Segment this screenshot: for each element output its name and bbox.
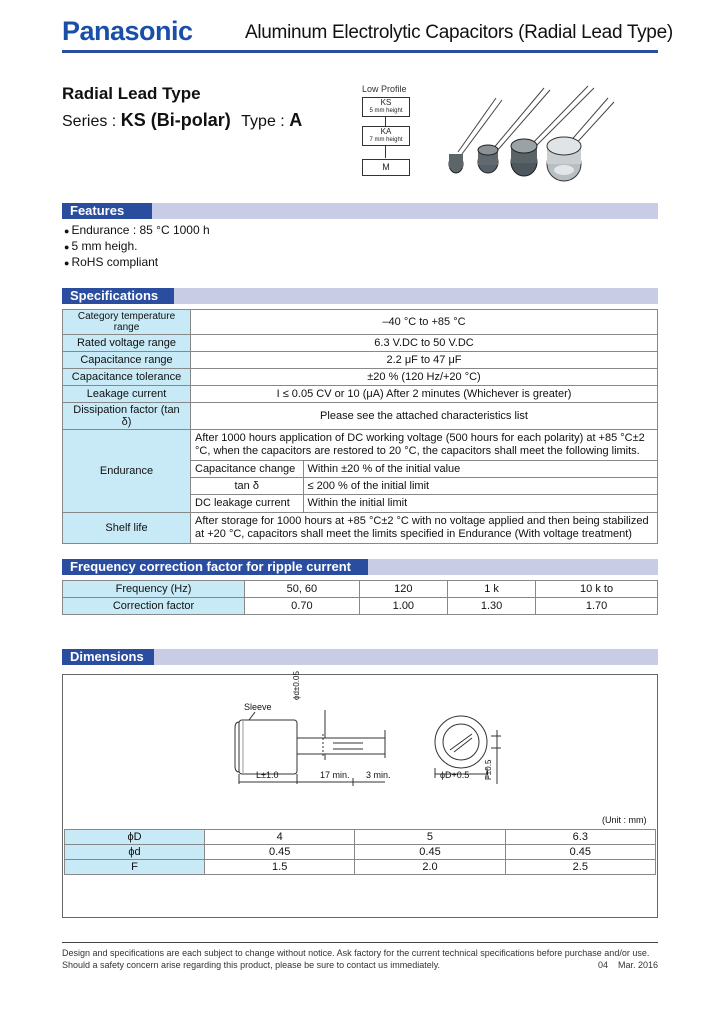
features-section-bar [62,203,658,219]
dimension-label: ϕD [65,830,205,845]
profile-box-ks [362,97,410,117]
sleeve-label: Sleeve [244,702,272,712]
spec-row [63,403,658,430]
dimension-value: 0.45 [505,845,655,860]
feature-item: ● RoHS compliant [64,255,158,269]
spec-label: Category temperature range [63,310,191,335]
shelf-life-text: After storage for 1000 hours at +85 °C±2 °C with no voltage applied and then being stabilized at +20 °C, capacitors shall meet the limits specified in Endurance (With voltage treatment) [191,512,658,543]
spec-value: ±20 % (120 Hz/+20 °C) [191,369,658,386]
lead-diameter-label: ϕd±0.05 [292,671,301,700]
dimension-value: 1.5 [205,860,355,875]
specifications-heading: Specifications [62,288,174,304]
limit-item: Capacitance change [191,461,303,478]
profile-connector [385,146,386,158]
dimension-row [65,830,656,845]
spec-label: Leakage current [63,386,191,403]
correction-row [63,598,658,615]
frequency-section-bar [62,559,658,575]
correction-label: Correction factor [63,598,245,615]
specifications-table [62,309,658,544]
footer-date: Mar. 2016 [618,960,659,970]
dimensions-heading: Dimensions [62,649,154,665]
limit-row [191,478,657,495]
page-subtitle: Radial Lead Type [62,84,201,103]
type-value: A [289,110,303,130]
profile-box-m [362,159,410,176]
feature-item: ● 5 mm heigh. [64,239,137,253]
series-prefix: Series : [62,113,117,130]
endurance-text: After 1000 hours application of DC working voltage (500 hours for each polarity) at +85 °C±2 °C, when the capacitors are restored to 20 °C, the capacitors shall meet the following limits. [195,432,645,457]
profile-box-name: KS [380,98,392,107]
footer-safety: Should a safety concern arise regarding this product, please be sure to contact us immediately. [62,960,441,970]
min-length-label: 3 min. [366,770,391,780]
profile-box-note: 7 mm height [369,137,403,143]
frequency-header: 1 k [447,581,535,598]
lead-length-label: 17 min. [320,770,350,780]
specifications-section-bar [62,288,658,304]
frequency-header: 10 k to [536,581,658,598]
profile-box-ka [362,126,410,146]
series-name: KS (Bi-polar) [120,110,231,130]
profile-box-name: KA [380,127,392,136]
frequency-header: 50, 60 [245,581,360,598]
spec-label: Capacitance range [63,352,191,369]
spec-value: Please see the attached characteristics list [191,403,658,430]
spec-row [63,352,658,369]
diameter-label: ϕD+0.5 [440,770,470,780]
correction-value: 1.30 [447,598,535,615]
length-label: L±1.0 [256,770,279,780]
profile-box-note: 5 mm height [369,108,403,114]
low-profile-label: Low Profile [362,84,407,94]
frequency-heading: Frequency correction factor for ripple current [62,559,368,575]
limit-row [191,461,657,478]
footer-notice: Design and specifications are each subject to change without notice. Ask factory for the current technical specifications before purchase and/or use. [62,948,650,958]
header-divider [62,50,658,53]
spec-label: Capacitance tolerance [63,369,191,386]
dimension-value: 0.45 [205,845,355,860]
correction-value: 0.70 [245,598,360,615]
dimension-row [65,860,656,875]
feature-item: ● Endurance : 85 °C 1000 h [64,223,210,237]
pitch-label: F±0.5 [484,759,493,780]
dimension-value: 4 [205,830,355,845]
dimension-value: 0.45 [355,845,505,860]
spec-value: 6.3 V.DC to 50 V.DC [191,335,658,352]
spec-label: Dissipation factor (tan δ) [63,403,191,430]
series-line [62,110,302,131]
spec-value: I ≤ 0.05 CV or 10 (μA) After 2 minutes (Whichever is greater) [191,386,658,403]
document-title: Aluminum Electrolytic Capacitors (Radial Lead Type) [245,22,673,43]
shelf-life-label: Shelf life [63,512,191,543]
spec-row [63,310,658,335]
capacitor-photo [440,80,620,190]
dimensions-table [64,829,656,875]
endurance-cell [191,430,658,513]
spec-row [63,335,658,352]
profile-box-name: M [382,162,390,172]
spec-row [63,430,658,513]
dimension-value: 2.0 [355,860,505,875]
dimensions-section-bar [62,649,658,665]
spec-row [63,369,658,386]
frequency-header-row [63,581,658,598]
spec-row [63,386,658,403]
footer-divider [62,942,658,943]
limit-value: Within the initial limit [303,495,657,512]
limit-item: DC leakage current [191,495,303,512]
profile-connector [385,117,386,126]
type-prefix: Type : [241,113,285,130]
limit-value: Within ±20 % of the initial value [303,461,657,478]
dimension-value: 5 [355,830,505,845]
features-heading: Features [62,203,152,219]
spec-value: –40 °C to +85 °C [191,310,658,335]
limit-item: tan δ [191,478,303,495]
correction-value: 1.00 [359,598,447,615]
footer-code: 04 [598,960,609,970]
dimension-label: ϕd [65,845,205,860]
spec-value: 2.2 μF to 47 μF [191,352,658,369]
correction-value: 1.70 [536,598,658,615]
spec-label: Rated voltage range [63,335,191,352]
frequency-table [62,580,658,615]
limit-row [191,495,657,512]
dimension-value: 6.3 [505,830,655,845]
unit-label: (Unit : mm) [602,815,647,825]
brand-logo: Panasonic [62,16,193,46]
dimension-label: F [65,860,205,875]
spec-row [63,512,658,543]
frequency-header: 120 [359,581,447,598]
frequency-label: Frequency (Hz) [63,581,245,598]
endurance-limits-table [191,460,657,512]
endurance-label: Endurance [63,430,191,513]
dimension-row [65,845,656,860]
limit-value: ≤ 200 % of the initial limit [303,478,657,495]
dimension-value: 2.5 [505,860,655,875]
